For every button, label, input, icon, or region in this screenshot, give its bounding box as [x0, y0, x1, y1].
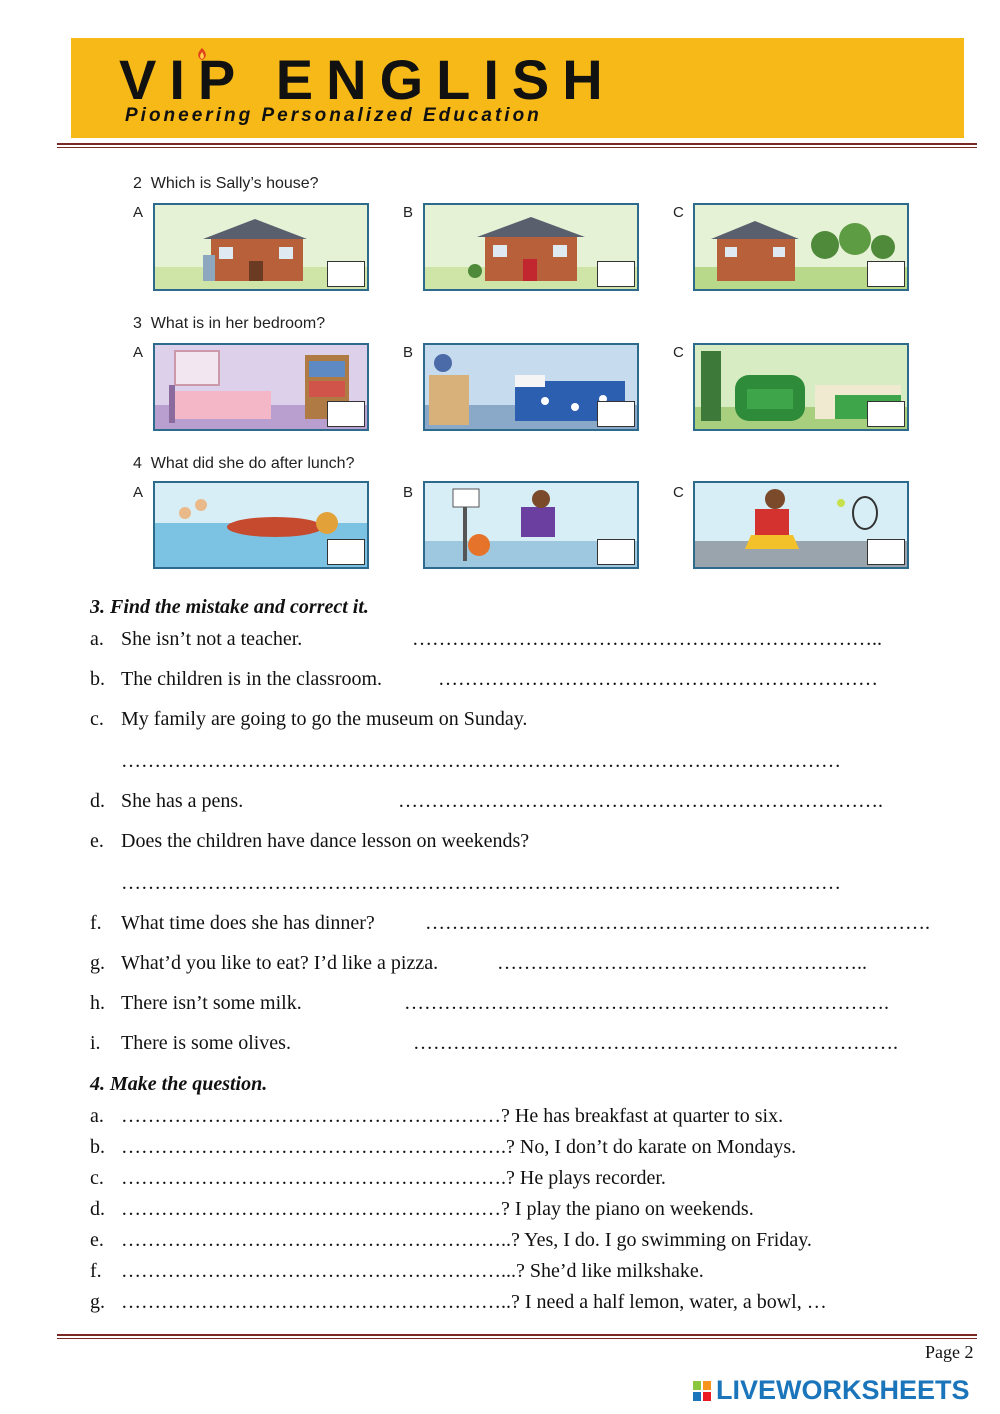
answer-blank[interactable]: ……………………………………………………………….	[413, 1032, 898, 1054]
answer-checkbox[interactable]	[867, 401, 905, 427]
answer-blank[interactable]: …………………………………………………………	[438, 668, 878, 690]
house-image-c	[693, 203, 909, 291]
answer-blank[interactable]: ……………………………………………………………..	[412, 628, 882, 650]
option-label-b: B	[403, 204, 414, 221]
option-label-a: A	[133, 204, 144, 221]
option-label-a: A	[133, 344, 144, 361]
footer-divider	[57, 1334, 977, 1336]
answer-checkbox[interactable]	[327, 401, 365, 427]
answer-checkbox[interactable]	[327, 261, 365, 287]
bedroom-image-a	[153, 343, 369, 431]
answer-blank[interactable]: ……………………………………………………………….	[398, 790, 883, 812]
answer-checkbox[interactable]	[597, 539, 635, 565]
option-label-c: C	[673, 484, 684, 501]
option-label-a: A	[133, 484, 144, 501]
liveworksheets-watermark: LIVEWORKSHEETS	[716, 1375, 970, 1405]
picture-question-4: 4 What did she do after lunch?	[133, 455, 355, 472]
page-number: Page 2	[925, 1342, 974, 1362]
house-image-b	[423, 203, 639, 291]
answer-blank[interactable]: ……………………………………………………………….	[404, 992, 889, 1014]
house-image-a	[153, 203, 369, 291]
bedroom-image-b	[423, 343, 639, 431]
answer-checkbox[interactable]	[327, 539, 365, 565]
footer-divider-thin	[57, 1338, 977, 1339]
answer-blank[interactable]: ………………………………………………….	[121, 1167, 506, 1189]
brand-tagline: Pioneering Personalized Education	[125, 105, 542, 126]
answer-blank[interactable]: ………………………………………………….	[121, 1136, 506, 1158]
answer-checkbox[interactable]	[597, 401, 635, 427]
answer-blank[interactable]: …………………………………………………..	[121, 1291, 511, 1313]
answer-blank[interactable]: …………………………………………………	[121, 1105, 501, 1127]
option-label-b: B	[403, 344, 414, 361]
answer-blank[interactable]: ………………………………………………………………………………………………	[121, 750, 841, 772]
activity-image-basketball	[423, 481, 639, 569]
answer-checkbox[interactable]	[867, 539, 905, 565]
option-label-c: C	[673, 344, 684, 361]
option-label-b: B	[403, 484, 414, 501]
answer-blank[interactable]: …………………………………………………	[121, 1198, 501, 1220]
activity-image-swimming	[153, 481, 369, 569]
picture-question-2: 2 Which is Sally’s house?	[133, 175, 319, 192]
activity-image-tennis	[693, 481, 909, 569]
answer-blank[interactable]: ………………………………………………………………….	[425, 912, 930, 934]
option-label-c: C	[673, 204, 684, 221]
brand-logo-text: VIP ENGLISH	[119, 48, 616, 111]
answer-blank[interactable]: ………………………………………………………………………………………………	[121, 872, 841, 894]
answer-blank[interactable]: …………………………………………………..	[121, 1229, 511, 1251]
section-3-heading: 3. Find the mistake and correct it.	[90, 596, 369, 618]
answer-blank[interactable]: …………………………………………………...	[121, 1260, 516, 1282]
answer-blank[interactable]: ………………………………………………..	[497, 952, 867, 974]
section-4-heading: 4. Make the question.	[90, 1073, 268, 1095]
header-divider-thin	[57, 147, 977, 148]
header-divider	[57, 143, 977, 145]
header-banner	[71, 38, 964, 138]
picture-question-3: 3 What is in her bedroom?	[133, 315, 326, 332]
answer-checkbox[interactable]	[597, 261, 635, 287]
liveworksheets-logo-icon	[692, 1379, 712, 1403]
answer-checkbox[interactable]	[867, 261, 905, 287]
bedroom-image-c	[693, 343, 909, 431]
